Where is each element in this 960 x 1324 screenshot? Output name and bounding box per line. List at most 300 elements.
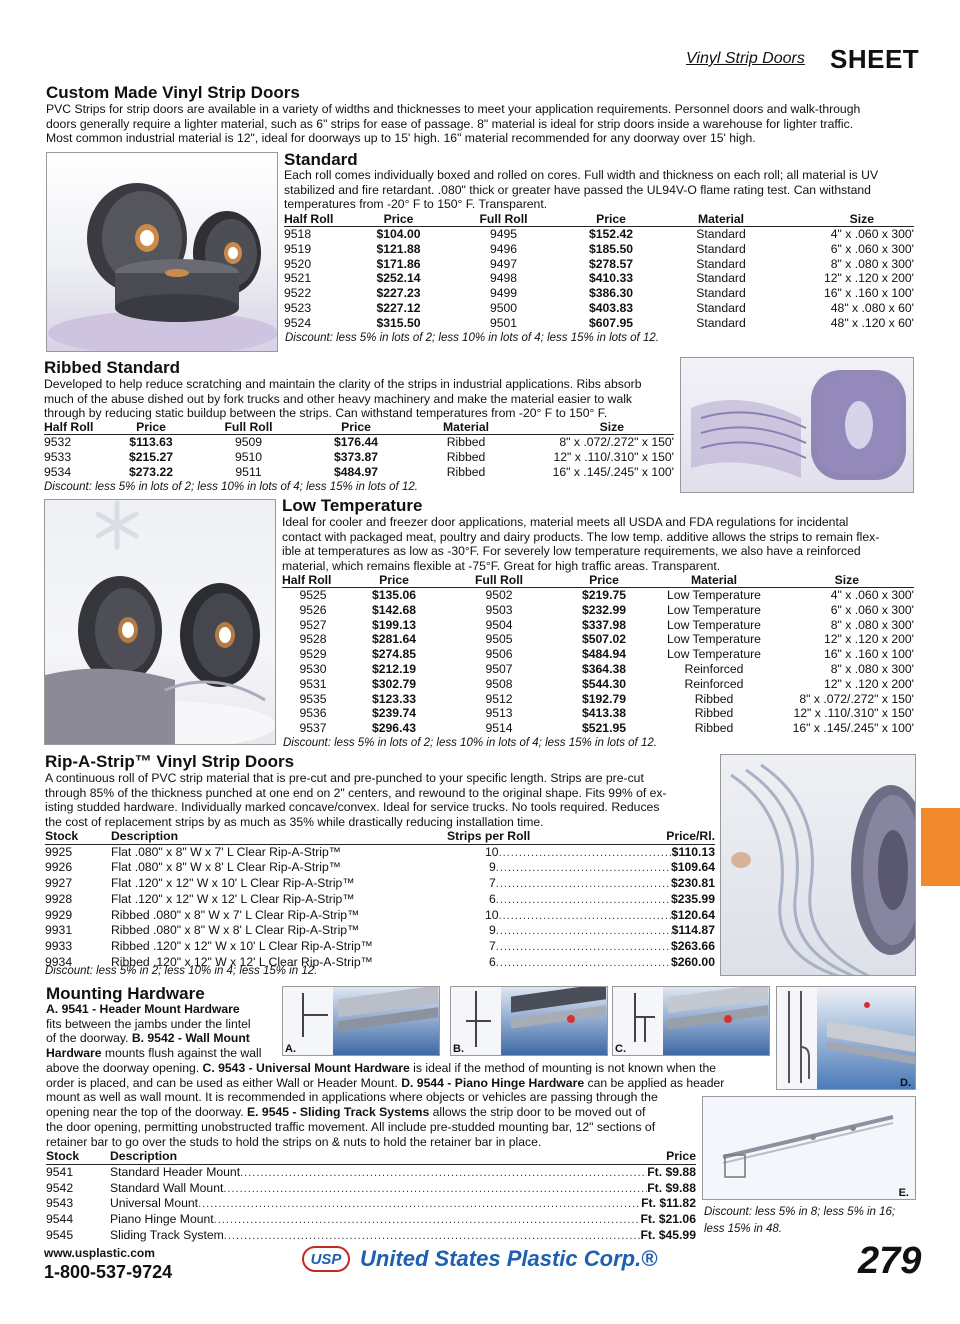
stock: 9928 — [45, 891, 73, 906]
table-row — [282, 603, 914, 618]
price: $227.23 — [376, 286, 421, 301]
price: $373.87 — [333, 449, 379, 464]
price: $219.75 — [581, 588, 627, 602]
size: 8" x .080 x 300' — [830, 256, 914, 271]
table-row — [44, 435, 674, 450]
half-roll: 9531 — [299, 676, 327, 691]
table-row — [45, 923, 715, 939]
full-roll: 9499 — [489, 286, 518, 301]
half-roll: 9522 — [284, 286, 312, 301]
price: $121.88 — [376, 241, 421, 256]
price: $521.95 — [581, 721, 627, 736]
description: Universal Mount — [110, 1196, 199, 1211]
col-header: Material — [411, 421, 521, 435]
full-roll: 9514 — [485, 721, 513, 736]
mounting-title: Mounting Hardware — [46, 984, 205, 1003]
col-header: Half Roll — [282, 574, 344, 588]
material: Standard — [696, 315, 746, 330]
full-roll: 9502 — [485, 588, 513, 602]
table-header-row — [284, 213, 914, 227]
full-roll: 9498 — [489, 271, 518, 286]
material: Low Temperature — [667, 602, 761, 617]
section-category: Vinyl Strip Doors — [686, 50, 805, 67]
section-tab — [921, 808, 960, 886]
low-temp-description — [282, 515, 922, 574]
strips-per-roll: 9 — [489, 923, 496, 938]
price: $507.02 — [581, 632, 627, 647]
stock: 9926 — [45, 860, 73, 875]
strips-per-roll: 9 — [489, 860, 496, 875]
price: $192.79 — [581, 691, 627, 706]
half-roll: 9532 — [44, 435, 72, 449]
price: $278.57 — [588, 256, 634, 271]
description: Flat .120" x 12" W x 10' L Clear Rip-A-Strip™ — [111, 876, 355, 891]
full-roll: 9513 — [485, 706, 513, 721]
material: Ribbed — [694, 706, 734, 721]
table-header-row — [282, 574, 914, 588]
mounting-line: of the doorway. — [46, 1031, 132, 1046]
price: $152.42 — [588, 227, 634, 241]
price: Ft. $21.06 — [640, 1212, 696, 1227]
stock: 9927 — [45, 876, 73, 891]
mounting-line: the door opening, permitting unobstructed traffic movement. All include pre-studded mounting bar, 12" sections of — [46, 1119, 656, 1134]
table-row — [45, 876, 715, 892]
half-roll: 9525 — [299, 588, 327, 602]
size: 12" x .120 x 200' — [824, 271, 914, 286]
price: $386.30 — [588, 286, 634, 301]
size: 16" x .145/.245" x 100' — [792, 721, 914, 736]
full-roll: 9512 — [485, 691, 513, 706]
snowflake-rolls-image — [45, 500, 276, 745]
strips-per-roll: 7 — [489, 876, 496, 891]
full-roll: 9510 — [234, 449, 263, 464]
full-roll: 9503 — [485, 602, 513, 617]
price: $607.95 — [588, 315, 634, 330]
rip-a-strip-description — [45, 771, 715, 830]
half-roll: 9519 — [284, 241, 312, 256]
size: 8" x .080 x 300' — [830, 617, 914, 632]
table-row — [284, 271, 914, 286]
table-row — [46, 1196, 696, 1212]
description: Flat .080" x 8" W x 7' L Clear Rip-A-Strip™ — [111, 844, 341, 859]
material: Ribbed — [446, 464, 486, 479]
universal-mount-photo — [612, 986, 770, 1056]
size: 12" x .120 x 200' — [824, 632, 914, 647]
col-header: Material — [666, 213, 776, 227]
table-row — [45, 845, 715, 861]
low-temp-photo — [44, 499, 276, 745]
mounting-line: order is placed, and can be used as either Wall or Header Mount. — [46, 1075, 402, 1090]
usp-logo-icon: USP — [302, 1246, 350, 1272]
description: Piano Hinge Mount — [110, 1212, 214, 1227]
size: 12" x .120 x 200' — [824, 676, 914, 691]
table-row — [282, 692, 914, 707]
table-header-row — [45, 829, 715, 845]
description: Standard Header Mount — [110, 1164, 241, 1179]
rip-a-strip-line: through 85% of the thickness punched at one end on 2" centers, and rewound to the original shape. Fits 99% of ex- — [45, 785, 667, 800]
material: Reinforced — [684, 676, 744, 691]
stock: 9545 — [46, 1227, 74, 1242]
wall-mount-image — [451, 987, 608, 1056]
wall-mount-photo — [450, 986, 608, 1056]
price: $232.99 — [581, 602, 627, 617]
ribbed-line: much of the abuse dished out by fork trucks and other heavy machinery and make the material easier to walk — [44, 391, 633, 406]
mounting-description — [46, 1061, 776, 1149]
mounting-line: allows the strip door to be moved out of — [429, 1105, 646, 1120]
price: $403.83 — [588, 300, 634, 315]
price: $185.50 — [588, 241, 634, 256]
mounting-line: mount as well as wall mount. It is recommended in applications where objects or vehicles are passing through the — [46, 1090, 658, 1105]
price: $104.00 — [376, 227, 421, 241]
stock: 9542 — [46, 1180, 74, 1195]
strips-per-roll: 10 — [485, 844, 499, 859]
price: $110.13 — [671, 844, 715, 859]
hardware-label: Hardware — [46, 1046, 102, 1061]
price: $113.63 — [129, 435, 173, 449]
description: Sliding Track System — [110, 1227, 224, 1242]
half-roll: 9535 — [299, 691, 327, 706]
price: $260.00 — [670, 954, 715, 969]
universal-mount-image — [613, 987, 770, 1056]
price: $215.27 — [128, 449, 174, 464]
table-row — [44, 465, 674, 480]
col-header: Material — [654, 574, 774, 588]
price: $296.43 — [371, 721, 417, 736]
size: 12" x .110/.310" x 150' — [793, 706, 914, 721]
description: Flat .120" x 12" W x 12' L Clear Rip-A-Strip™ — [111, 891, 355, 906]
price: $274.85 — [371, 647, 417, 662]
table-row — [284, 316, 914, 331]
low-temp-line: contact with packaged meat, poultry and dairy products. The low temp. additive allows the strips to remain flex- — [282, 529, 880, 544]
half-roll: 9533 — [44, 449, 72, 464]
strips-per-roll: 7 — [489, 938, 496, 953]
strips-per-roll: 6 — [489, 954, 496, 969]
full-roll: 9509 — [234, 435, 263, 449]
ribbed-rolls-photo — [680, 357, 914, 493]
material: Standard — [696, 227, 746, 241]
col-header: Price/Rl. — [666, 829, 715, 843]
size: 8" x .080 x 300' — [830, 661, 914, 676]
price: $199.13 — [371, 617, 417, 632]
material: Low Temperature — [667, 588, 761, 602]
stock: 9933 — [45, 938, 73, 953]
col-header: Price — [556, 213, 666, 227]
description: Ribbed .080" x 8" W x 8' L Clear Rip-A-Strip™ — [111, 923, 360, 938]
table-row — [282, 588, 914, 603]
ribbed-strips-image — [681, 358, 914, 493]
rip-a-strip-title: Rip-A-Strip™ Vinyl Strip Doors — [45, 752, 295, 771]
low-temp-line: material, which remains flexible at -75°F. Great for high traffic areas. Transparent. — [282, 559, 721, 574]
stock: 9929 — [45, 907, 73, 922]
photo-label: A. — [285, 1043, 296, 1055]
table-row — [46, 1228, 696, 1244]
price: $235.99 — [670, 891, 715, 906]
low-temp-line: Ideal for cooler and freezer door applications, material meets all USDA and FDA regulations for incidental — [282, 515, 849, 529]
rip-a-strip-discount: Discount: less 5% in 2; less 10% in 4; less 15% in 12. — [45, 965, 318, 977]
table-row — [282, 647, 914, 662]
stock: 9931 — [45, 923, 73, 938]
price: $123.33 — [371, 691, 417, 706]
low-temp-line: ible at temperatures as low as -30°F. For severely low temperature requirements, we also have a reinforced — [282, 544, 861, 559]
size: 6" x .060 x 300' — [830, 602, 914, 617]
col-header: Full Roll — [196, 421, 301, 435]
full-roll: 9506 — [485, 647, 513, 662]
half-roll: 9529 — [299, 647, 327, 662]
table-header-row — [44, 421, 674, 435]
size: 48" x .120 x 60' — [830, 315, 914, 330]
price: $176.44 — [333, 435, 379, 449]
mounting-discount-2: less 15% in 48. — [704, 1223, 782, 1235]
table-row — [282, 662, 914, 677]
photo-label: E. — [898, 1187, 909, 1199]
price: $337.98 — [581, 617, 627, 632]
full-roll: 9507 — [485, 661, 513, 676]
full-roll: 9500 — [489, 300, 518, 315]
size: 12" x .110/.310" x 150' — [553, 449, 674, 464]
col-header: Full Roll — [444, 574, 554, 588]
size: 8" x .072/.272" x 150' — [799, 691, 914, 706]
header-mount-image — [283, 987, 440, 1056]
standard-title: Standard — [284, 150, 358, 169]
table-row — [282, 721, 914, 736]
size: 4" x .060 x 300' — [830, 227, 914, 241]
page-number: 279 — [858, 1240, 922, 1282]
website-link[interactable]: www.usplastic.com — [44, 1246, 155, 1260]
stock: 9544 — [46, 1212, 74, 1227]
col-header: Price — [554, 574, 654, 588]
table-row — [284, 257, 914, 272]
custom-description — [46, 102, 916, 146]
low-temp-title: Low Temperature — [282, 496, 423, 515]
stock: 9925 — [45, 844, 73, 859]
table-row — [284, 227, 914, 242]
low-temp-price-table — [282, 574, 914, 736]
size: 16" x .160 x 100' — [824, 286, 914, 301]
price: $410.33 — [588, 271, 634, 286]
custom-line: Most common industrial material is 12", ideal for doorways up to 15' high. 16" material recommended for any doorway over 15' high. — [46, 131, 756, 146]
description: Ribbed .080" x 8" W x 7' L Clear Rip-A-Strip™ — [111, 907, 360, 922]
price: $135.06 — [371, 588, 417, 602]
price: $315.50 — [376, 315, 421, 330]
price: $171.86 — [376, 256, 421, 271]
price: $413.38 — [581, 706, 627, 721]
rip-a-strip-line: A continuous roll of PVC strip material that is pre-cut and pre-punched to your specific length. Strips are pre-cut — [45, 771, 644, 785]
standard-rolls-photo — [46, 152, 278, 352]
description: Flat .080" x 8" W x 8' L Clear Rip-A-Strip™ — [111, 860, 341, 875]
mounting-line: is ideal if the method of mounting is not known when the — [409, 1061, 717, 1075]
table-row — [45, 860, 715, 876]
col-header: Stock — [46, 1149, 80, 1163]
material: Standard — [696, 271, 746, 286]
material: Ribbed — [446, 435, 486, 449]
table-row — [282, 677, 914, 692]
universal-mount-label: C. 9543 - Universal Mount Hardware — [202, 1061, 410, 1075]
material: Low Temperature — [667, 647, 761, 662]
full-roll: 9504 — [485, 617, 513, 632]
description: Ribbed .120" x 12" W x 10' L Clear Rip-A-Strip™ — [111, 938, 373, 953]
col-header: Price — [106, 421, 196, 435]
size: 16" x .145/.245" x 100' — [552, 464, 674, 479]
material: Standard — [696, 300, 746, 315]
price: $212.19 — [371, 661, 417, 676]
table-row — [46, 1181, 696, 1197]
price: $364.38 — [581, 661, 627, 676]
material: Reinforced — [684, 661, 744, 676]
price: Ft. $9.88 — [647, 1164, 696, 1179]
material: Ribbed — [694, 721, 734, 736]
col-header: Size — [774, 574, 914, 588]
table-row — [45, 892, 715, 908]
price: $263.66 — [670, 938, 715, 953]
sliding-track-label: E. 9545 - Sliding Track Systems — [247, 1105, 430, 1120]
half-roll: 9526 — [299, 602, 327, 617]
price: Ft. $45.99 — [640, 1227, 696, 1242]
table-row — [44, 450, 674, 465]
col-header: Price — [344, 574, 444, 588]
piano-hinge-label: D. 9544 - Piano Hinge Hardware — [401, 1075, 585, 1090]
mounting-discount: Discount: less 5% in 8; less 5% in 16; — [704, 1206, 896, 1218]
ribbed-line: through by reducing static buildup between the strips. Can withstand temperatures from -20° F to 150° F. — [44, 406, 608, 421]
mounting-intro — [46, 1002, 286, 1061]
half-roll: 9521 — [284, 271, 312, 286]
strips-per-roll: 6 — [489, 891, 496, 906]
col-header: Size — [776, 213, 914, 227]
table-row — [45, 908, 715, 924]
mounting-line: above the doorway opening. — [46, 1061, 203, 1075]
low-temp-discount: Discount: less 5% in lots of 2; less 10% in lots of 4; less 15% in lots of 12. — [283, 737, 657, 749]
piano-hinge-image — [777, 987, 916, 1090]
price: $120.64 — [670, 907, 715, 922]
stock: 9934 — [45, 954, 73, 969]
material: Low Temperature — [667, 632, 761, 647]
col-header: Price — [301, 421, 411, 435]
table-row — [282, 618, 914, 633]
stock: 9543 — [46, 1196, 74, 1211]
piano-hinge-photo — [776, 986, 916, 1090]
ribbed-title: Ribbed Standard — [44, 358, 181, 377]
col-header: Price — [666, 1149, 696, 1163]
table-row — [46, 1212, 696, 1228]
price: $252.14 — [376, 271, 421, 286]
mounting-line: can be applied as header — [584, 1075, 725, 1090]
mounting-line: retainer bar to go over the studs to hold the strips on & nuts to hold the retainer bar in place. — [46, 1134, 542, 1149]
mounting-line: fits between the jambs under the lintel — [46, 1016, 251, 1031]
ribbed-description — [44, 377, 684, 421]
vinyl-rolls-image — [47, 153, 278, 352]
strips-per-roll: 10 — [485, 907, 499, 922]
sliding-track-image — [703, 1097, 916, 1200]
price: $109.64 — [670, 860, 715, 875]
table-row — [46, 1165, 696, 1181]
table-row — [284, 301, 914, 316]
half-roll: 9528 — [299, 632, 327, 647]
wall-mount-label: B. 9542 - Wall Mount — [131, 1031, 250, 1046]
half-roll: 9523 — [284, 300, 312, 315]
col-header: Description — [111, 829, 179, 843]
size: 6" x .060 x 300' — [830, 241, 914, 256]
company-name: United States Plastic Corp.® — [360, 1246, 658, 1271]
mounting-price-table — [46, 1149, 696, 1244]
full-roll: 9505 — [485, 632, 513, 647]
material: Ribbed — [694, 691, 734, 706]
sheet-label: SHEET — [830, 44, 920, 74]
col-header: Size — [521, 421, 674, 435]
full-roll: 9508 — [485, 676, 513, 691]
full-roll: 9496 — [489, 241, 518, 256]
col-header: Description — [110, 1149, 178, 1163]
full-roll: 9497 — [489, 256, 518, 271]
col-header: Stock — [45, 829, 79, 843]
material: Low Temperature — [667, 617, 761, 632]
custom-line: doors generally require a lighter material, such as 6" strips for ease of passage. 8" material is ideal for strip doors inside a warehouse for lighter traffic. — [46, 116, 854, 131]
half-roll: 9524 — [284, 315, 312, 330]
half-roll: 9534 — [44, 464, 72, 479]
half-roll: 9527 — [299, 617, 327, 632]
rip-a-strip-line: isting studded hardware. Individually marked concave/convex. Ideal for service trucks. No tools required. Reduces — [45, 800, 660, 815]
photo-label: C. — [615, 1043, 626, 1055]
material: Standard — [696, 286, 746, 301]
standard-description — [284, 168, 924, 212]
size: 4" x .060 x 300' — [830, 588, 914, 602]
ribbed-discount: Discount: less 5% in lots of 2; less 10% in lots of 4; less 15% in lots of 12. — [44, 481, 418, 493]
price: Ft. $11.82 — [641, 1196, 696, 1211]
table-row — [284, 286, 914, 301]
standard-price-table — [284, 213, 914, 331]
col-header: Price — [346, 213, 451, 227]
full-roll: 9511 — [235, 464, 262, 479]
half-roll: 9536 — [299, 706, 327, 721]
full-roll: 9495 — [489, 227, 518, 241]
material: Ribbed — [446, 449, 486, 464]
custom-line: PVC Strips for strip doors are available in a variety of widths and thicknesses to meet your application requirements. Personnel doors and walk-through — [46, 102, 861, 116]
header-mount-photo — [282, 986, 440, 1056]
price: $281.64 — [371, 632, 417, 647]
table-row — [45, 939, 715, 955]
sliding-track-photo — [702, 1096, 916, 1200]
half-roll: 9518 — [284, 227, 312, 241]
header-mount-label: A. 9541 - Header Mount Hardware — [46, 1002, 240, 1016]
standard-line: Each roll comes individually boxed and rolled on cores. Full width and thickness on each roll; all material is UV — [284, 168, 879, 182]
standard-line: stabilized and fire retardant. .080" thick or greater have passed the UL94V-O flame rating test. Can withstand — [284, 182, 871, 197]
price: Ft. $9.88 — [647, 1180, 696, 1195]
company-logo — [302, 1246, 657, 1272]
photo-label: B. — [453, 1043, 464, 1055]
phone-number: 1-800-537-9724 — [44, 1262, 173, 1282]
col-header: Full Roll — [451, 213, 556, 227]
standard-discount: Discount: less 5% in lots of 2; less 10% in lots of 4; less 15% in lots of 12. — [285, 332, 659, 344]
material: Standard — [696, 241, 746, 256]
price: $142.68 — [371, 602, 417, 617]
price: $484.97 — [333, 464, 379, 479]
rip-a-strip-table — [45, 829, 715, 970]
mounting-line: mounts flush against the wall — [101, 1046, 262, 1061]
custom-title: Custom Made Vinyl Strip Doors — [46, 83, 300, 102]
price: $273.22 — [128, 464, 174, 479]
ribbed-line: Developed to help reduce scratching and maintain the clarity of the strips in industrial applications. Ribs absorb — [44, 377, 642, 391]
rip-a-strip-photo — [720, 754, 916, 976]
price: $239.74 — [371, 706, 417, 721]
price: $484.94 — [581, 647, 627, 662]
table-header-row — [46, 1149, 696, 1165]
rip-a-strip-line: the cost of replacement strips by as much as 35% while drastically reducing installation time. — [45, 815, 544, 830]
description: Ribbed .120" x 12" W x 12' L Clear Rip-A-Strip™ — [111, 954, 373, 969]
strip-roll-image — [721, 755, 916, 976]
material: Standard — [696, 256, 746, 271]
col-header: Half Roll — [44, 421, 106, 435]
price: $114.87 — [671, 923, 715, 938]
mounting-line: opening near the top of the doorway. — [46, 1105, 248, 1120]
price: $227.12 — [376, 300, 421, 315]
